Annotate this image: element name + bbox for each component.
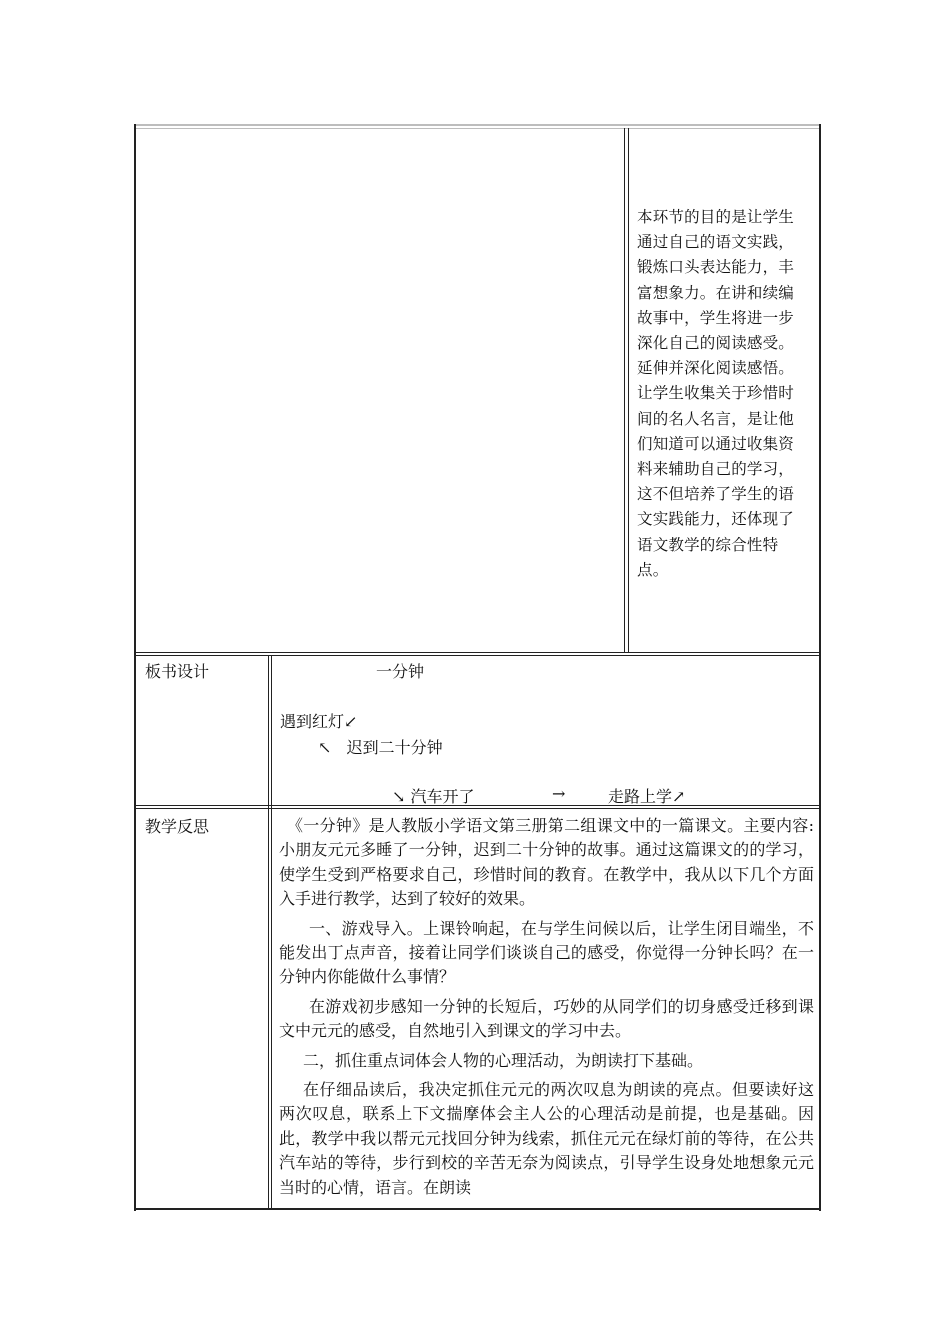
table-bottom-border [134,1208,821,1210]
board-line-red-light: 遇到红灯↙ [280,712,358,731]
row-separator-1 [134,652,821,653]
table-left-border [134,124,136,1211]
row-separator-2-inner [134,808,821,809]
note-line: 故事中，学生将进一步 [637,308,795,327]
note-line: 延伸并深化阅读感悟。 [637,359,795,378]
board-line-bus: ↘ 汽车开了 [392,787,475,806]
note-line: 间的名人名言，是让他 [637,409,795,428]
board-title: 一分钟 [376,662,425,681]
board-line-walk: 走路上学↗ [608,787,686,806]
reflection-paragraph: 一、游戏导入。上课铃响起，在与学生问候以后，让学生闭目端坐，不能发出丁点声音，接着让同学们谈谈自己的感受，你觉得一分钟长吗？在一分钟内你能做什么事情？ [279,918,814,987]
note-line: 点。 [637,560,669,579]
row-separator-1-inner [134,655,821,656]
reflection-paragraph: 在游戏初步感知一分钟的长短后，巧妙的从同学们的切身感受迁移到课文中元元的感受，自然地引入到课文的学习中去。 [279,996,814,1041]
note-line: 这不但培养了学生的语 [637,485,795,504]
note-line: 本环节的目的是让学生 [637,208,795,226]
row-separator-2 [134,805,821,806]
note-line: 通过自己的语文实践， [637,233,795,252]
note-line: 文实践能力，还体现了 [637,510,795,529]
teaching-note [637,205,815,583]
board-arrow-right: → [552,784,566,803]
note-line: 们知道可以通过收集资 [637,434,795,453]
board-design-label: 板书设计 [145,662,210,681]
reflection-label: 教学反思 [145,817,210,836]
note-line: 富想象力。在讲和续编 [637,283,795,302]
reflection-paragraph: 《一分钟》是人教版小学语文第三册第二组课文中的一篇课文。主要内容:小朋友元元多睡了一分钟，迟到二十分钟的故事。通过这篇课文的的学习，使学生受到严格要求自己，珍惜时间的教育。在教学中，我从以下几个方面入手进行教学，达到了较好的效果。 [279,816,814,909]
label-column-divider-inner [271,655,272,1210]
board-line-late: ↖ 迟到二十分钟 [318,738,443,757]
note-column-divider [624,128,625,653]
note-line: 料来辅助自己的学习， [637,460,795,479]
note-line: 让学生收集关于珍惜时 [637,384,795,403]
reflection-text [279,814,814,1205]
table-top-border [134,124,821,126]
table-top-border-inner [134,128,821,129]
reflection-paragraph: 二，抓住重点词体会人物的心理活动，为朗读打下基础。 [303,1050,704,1070]
table-right-border [819,124,821,1211]
note-line: 锻炼口头表达能力，丰 [637,258,795,277]
note-line: 深化自己的阅读感受。 [637,334,795,353]
reflection-paragraph: 在仔细品读后，我决定抓住元元的两次叹息为朗读的亮点。但要读好这两次叹息，联系上下文揣摩体会主人公的心理活动是前提，也是基础。因此，教学中我以帮元元找回分钟为线索，抓住元元在绿灯前的等待，在公共汽车站的等待，步行到校的辛苦无奈为阅读点，引导学生设身处地想象元元当时的心情，语言。在朗读 [279,1080,814,1197]
note-column-divider-inner [628,128,629,653]
label-column-divider [268,655,269,1210]
note-line: 语文教学的综合性特 [637,535,779,554]
